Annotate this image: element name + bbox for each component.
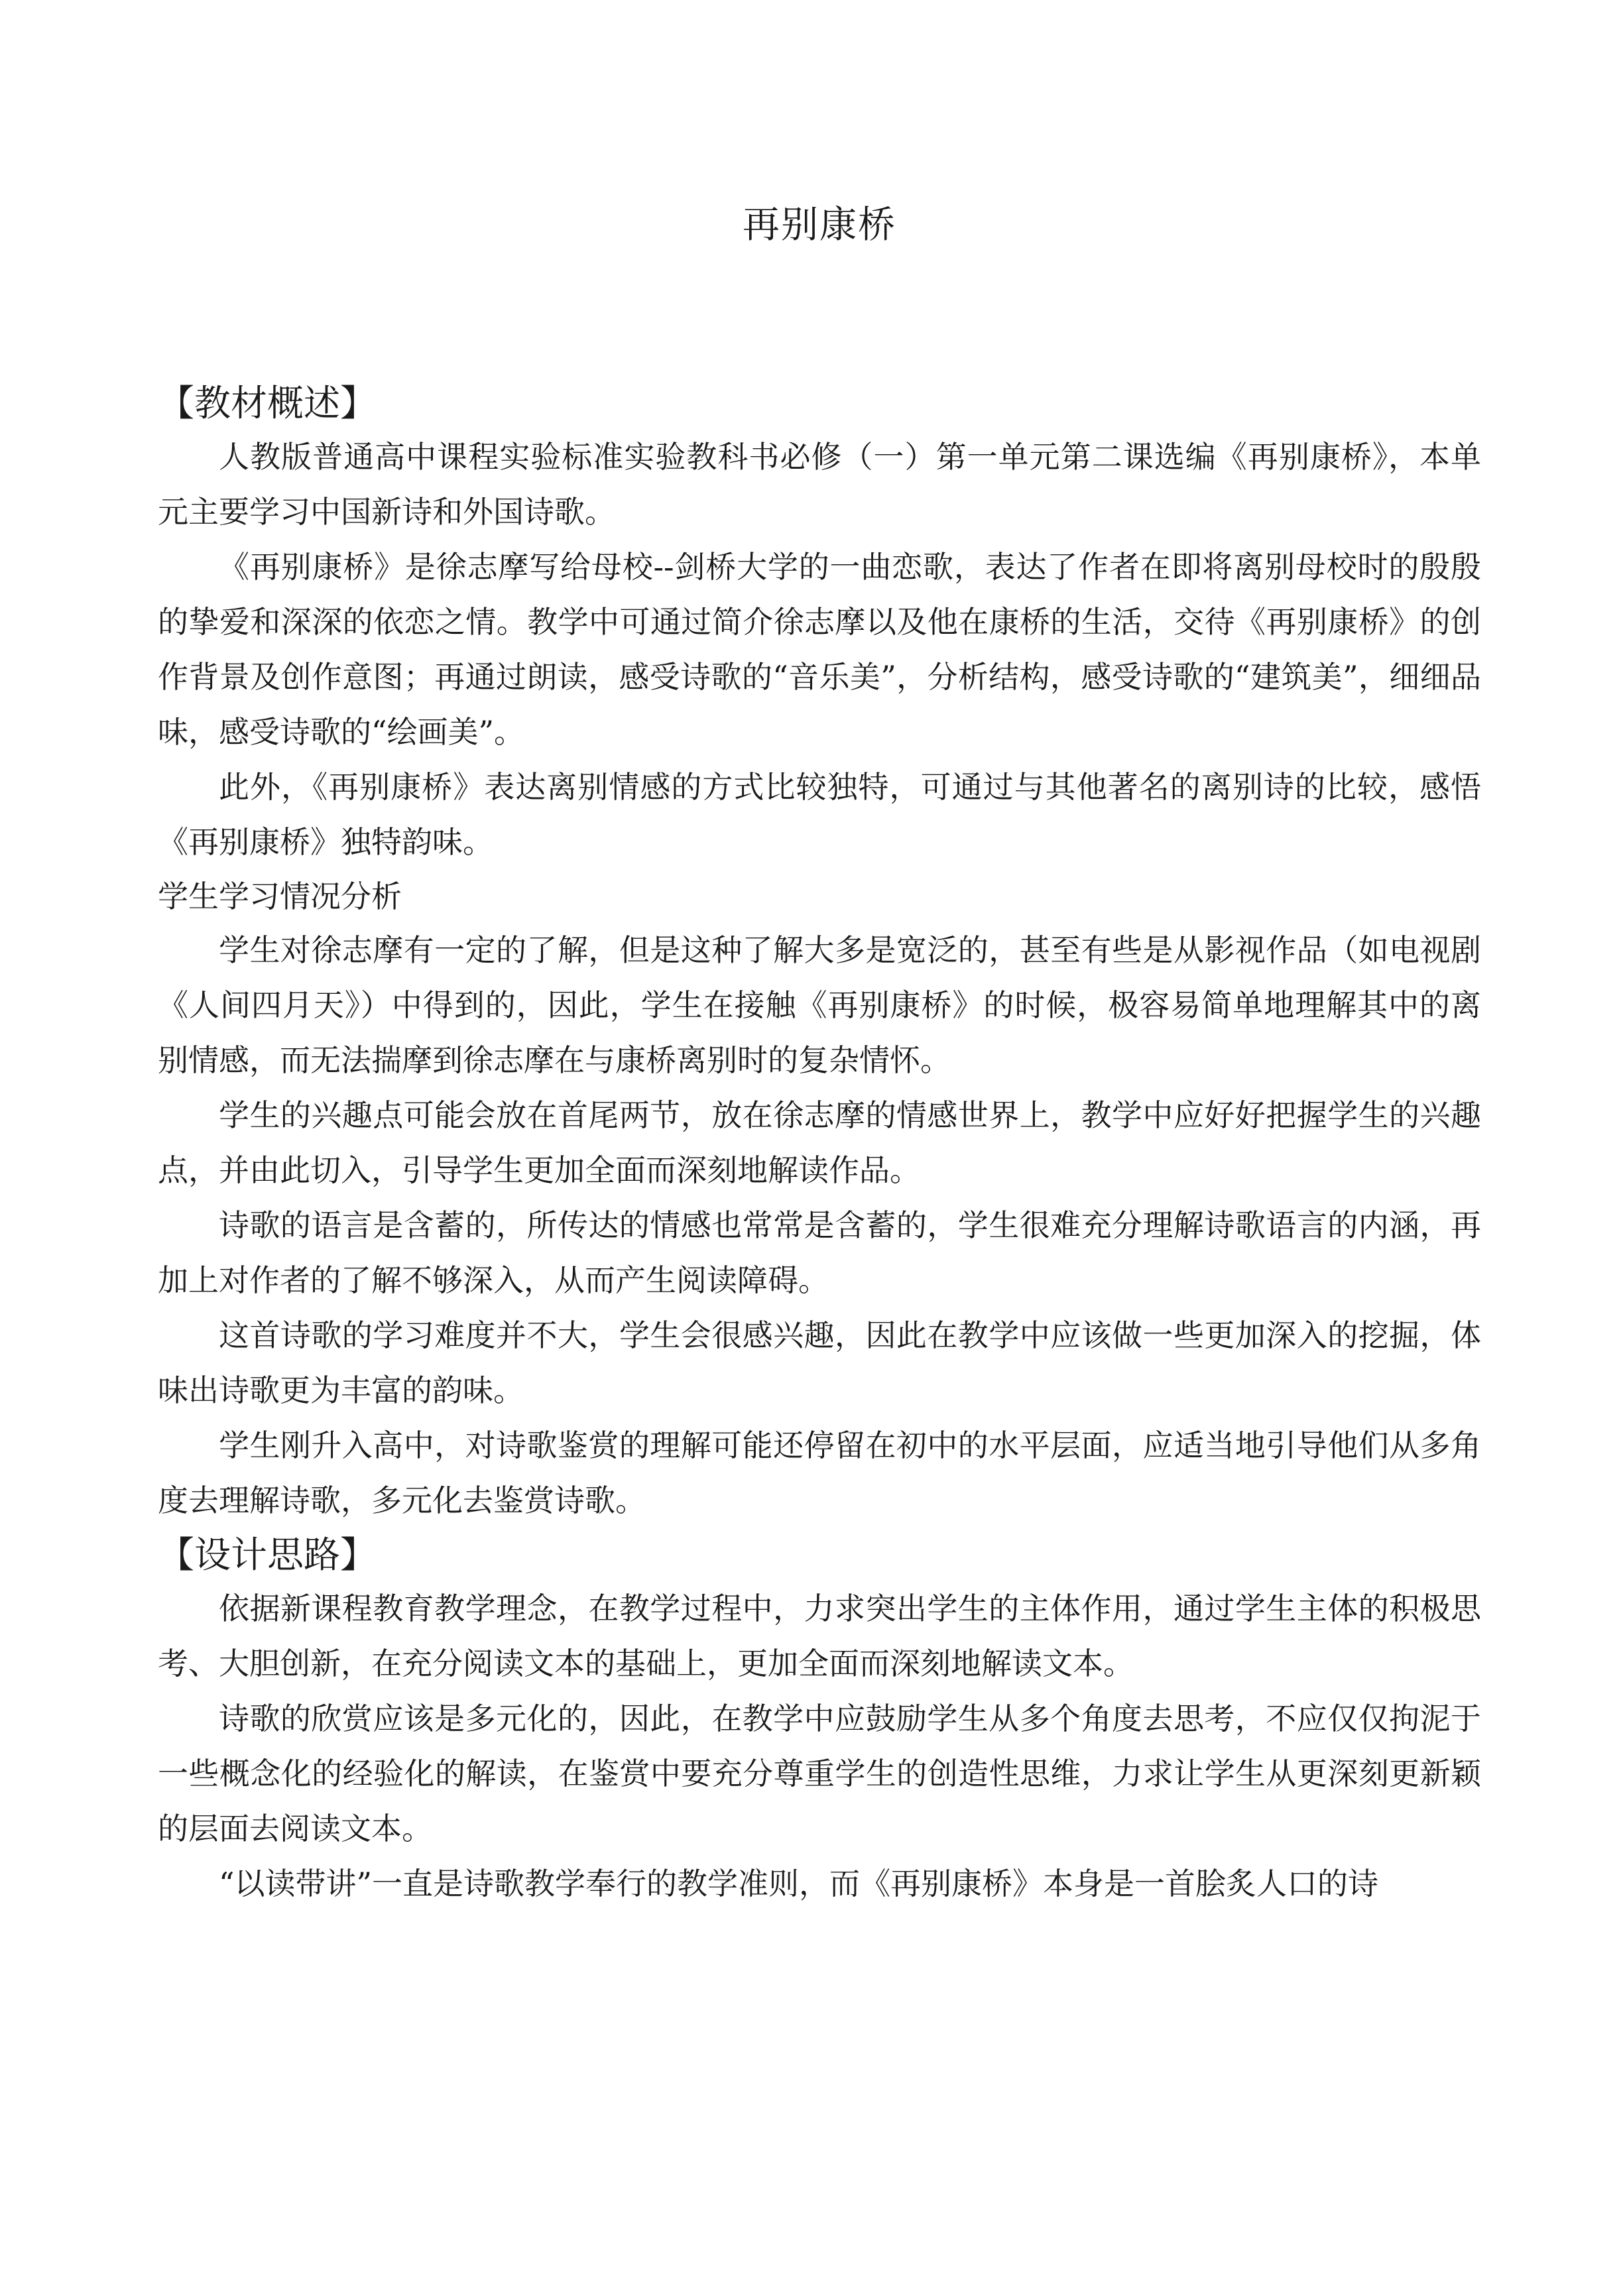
- paragraph: 学生的兴趣点可能会放在首尾两节，放在徐志摩的情感世界上，教学中应好好把握学生的兴趣点，并由此切入，引导学生更加全面而深刻地解读作品。: [158, 1097, 1481, 1188]
- section-heading-design: 【设计思路】: [158, 1534, 377, 1576]
- document-title: 再别康桥: [743, 204, 896, 247]
- paragraph: 依据新课程教育教学理念，在教学过程中，力求突出学生的主体作用，通过学生主体的积极思考、大胆创新，在充分阅读文本的基础上，更加全面而深刻地解读文本。: [158, 1591, 1481, 1681]
- paragraph: 学生刚升入高中，对诗歌鉴赏的理解可能还停留在初中的水平层面，应适当地引导他们从多角度去理解诗歌，多元化去鉴赏诗歌。: [158, 1427, 1481, 1518]
- paragraph: 诗歌的语言是含蓄的，所传达的情感也常常是含蓄的，学生很难充分理解诗歌语言的内涵，再加上对作者的了解不够深入，从而产生阅读障碍。: [158, 1207, 1481, 1298]
- document-content: [158, 377, 1481, 1911]
- paragraph: “以读带讲”一直是诗歌教学奉行的教学准则，而《再别康桥》本身是一首脍炙人口的诗: [219, 1866, 1379, 1902]
- paragraph: 人教版普通高中课程实验标准实验教科书必修（一）第一单元第二课选编《再别康桥》，本单元主要学习中国新诗和外国诗歌。: [158, 439, 1481, 530]
- paragraph: 这首诗歌的学习难度并不大，学生会很感兴趣，因此在教学中应该做一些更加深入的挖掘，体味出诗歌更为丰富的韵味。: [158, 1317, 1481, 1408]
- paragraph: 诗歌的欣赏应该是多元化的，因此，在教学中应鼓励学生从多个角度去思考，不应仅仅拘泥于一些概念化的经验化的解读，在鉴赏中要充分尊重学生的创造性思维，力求让学生从更深刻更新颖的层面去阅读文本。: [158, 1701, 1481, 1846]
- section-heading-overview: 【教材概述】: [158, 382, 377, 424]
- paragraph: 此外，《再别康桥》表达离别情感的方式比较独特，可通过与其他著名的离别诗的比较，感悟《再别康桥》独特韵味。: [158, 769, 1481, 860]
- section-heading-student-analysis: 学生学习情况分析: [158, 878, 402, 914]
- paragraph: 《再别康桥》是徐志摩写给母校--剑桥大学的一曲恋歌，表达了作者在即将离别母校时的殷殷的挚爱和深深的依恋之情。教学中可通过简介徐志摩以及他在康桥的生活，交待《再别康桥》的创作背景及创作意图；再通过朗读，感受诗歌的“音乐美”，分析结构，感受诗歌的“建筑美”，细细品味，感受诗歌的“绘画美”。: [158, 549, 1481, 750]
- paragraph: 学生对徐志摩有一定的了解，但是这种了解大多是宽泛的，甚至有些是从影视作品（如电视剧《人间四月天》）中得到的，因此，学生在接触《再别康桥》的时候，极容易简单地理解其中的离别情感，而无法揣摩到徐志摩在与康桥离别时的复杂情怀。: [158, 932, 1481, 1078]
- document-page: [158, 0, 1481, 2296]
